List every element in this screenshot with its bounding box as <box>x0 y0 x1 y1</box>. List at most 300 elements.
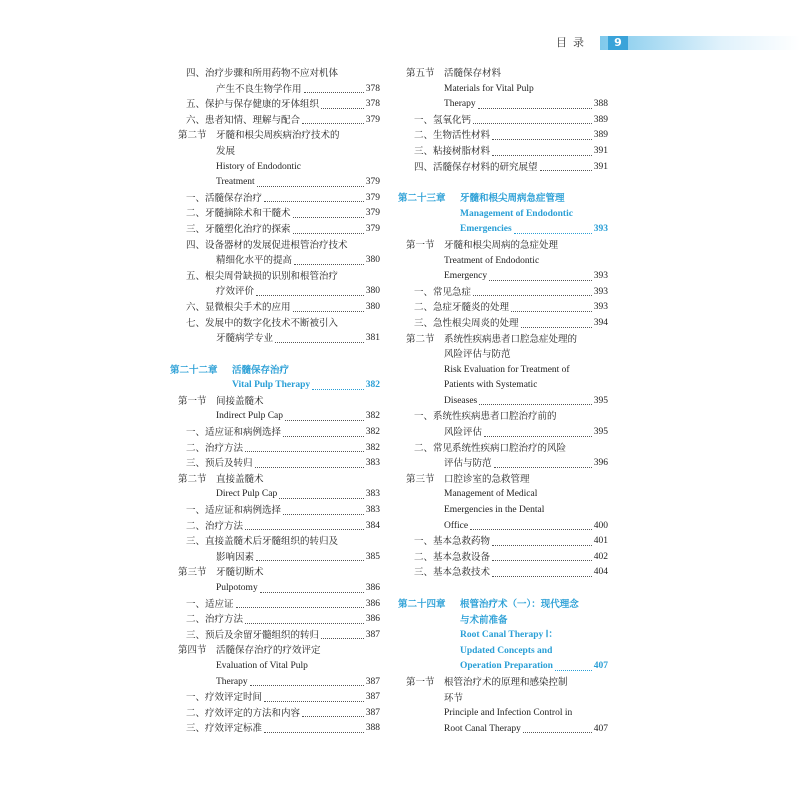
toc-chapter-continuation[interactable] <box>398 659 608 675</box>
toc-subsection-entry[interactable] <box>170 628 380 644</box>
toc-section-continuation[interactable] <box>398 97 608 113</box>
toc-subsection-entry[interactable] <box>398 285 608 301</box>
toc-entry-text: Updated Concepts and <box>460 645 553 656</box>
toc-page-number: 385 <box>365 551 380 562</box>
toc-entry-text: 三、急性根尖周炎的处理 <box>414 317 519 329</box>
toc-section-entry[interactable] <box>170 472 380 488</box>
toc-page-number: 393 <box>593 302 608 313</box>
toc-subsection-continuation[interactable] <box>170 253 380 269</box>
toc-subsection-entry[interactable] <box>170 519 380 535</box>
toc-subsection-entry[interactable] <box>170 66 380 82</box>
toc-entry-text: Treatment <box>216 177 255 188</box>
toc-chapter-continuation[interactable] <box>398 207 608 223</box>
toc-dot-leader <box>492 155 592 156</box>
toc-entry-text: 一、适应证 <box>186 598 234 610</box>
toc-entry-text: Indirect Pulp Cap <box>216 411 284 422</box>
toc-subsection-entry[interactable] <box>170 191 380 207</box>
toc-entry-text: Vital Pulp Therapy <box>232 380 311 391</box>
toc-entry-label <box>414 128 490 144</box>
toc-entry-number: 第二节 <box>178 473 207 485</box>
toc-dot-leader <box>478 108 592 109</box>
toc-page-number: 382 <box>365 380 380 391</box>
toc-entry-label <box>406 268 487 285</box>
toc-entry-label <box>178 144 235 160</box>
toc-chapter-entry[interactable] <box>170 363 380 379</box>
toc-entry-text: History of Endodontic <box>216 161 301 172</box>
toc-chapter-continuation[interactable] <box>398 644 608 660</box>
toc-entry-text: 口腔诊室的急救管理 <box>444 473 530 485</box>
toc-section-entry[interactable] <box>170 128 380 144</box>
toc-section-continuation[interactable] <box>398 691 608 707</box>
toc-entry-label <box>186 191 262 207</box>
toc-dot-leader <box>245 451 364 452</box>
toc-dot-leader <box>257 186 364 187</box>
toc-section-continuation[interactable] <box>398 82 608 98</box>
toc-page-number: 388 <box>365 723 380 734</box>
toc-section-continuation[interactable] <box>398 503 608 519</box>
toc-page-number: 402 <box>593 551 608 562</box>
toc-entry-text: 牙髓切断术 <box>216 567 264 579</box>
toc-section-continuation[interactable] <box>398 254 608 270</box>
toc-entry-text: 二、生物活性材料 <box>414 130 491 142</box>
toc-subsection-entry[interactable] <box>170 534 380 550</box>
toc-entry-label <box>406 362 570 379</box>
toc-entry-text: 三、粘接树脂材料 <box>414 145 491 157</box>
toc-entry-text: 疗效评价 <box>216 286 255 298</box>
toc-dot-leader <box>302 123 364 124</box>
toc-entry-number: 第一节 <box>178 395 207 407</box>
toc-subsection-entry[interactable] <box>170 503 380 519</box>
toc-entry-label <box>406 332 577 348</box>
toc-page-number: 396 <box>593 458 608 469</box>
toc-section-continuation[interactable] <box>398 347 608 363</box>
toc-subsection-entry[interactable] <box>398 565 608 581</box>
toc-entry-text: 环节 <box>444 692 464 704</box>
toc-entry-number: 第一节 <box>406 239 435 251</box>
toc-entry-label <box>460 658 553 675</box>
toc-entry-label <box>170 363 289 379</box>
toc-entry-label <box>414 144 490 160</box>
toc-entry-text: Root Canal Therapy Ⅰ： <box>460 630 558 641</box>
toc-dot-leader <box>260 592 364 593</box>
toc-page-number: 387 <box>365 676 380 687</box>
toc-page-number: 386 <box>365 583 380 593</box>
toc-chapter-entry[interactable] <box>398 597 608 613</box>
toc-chapter-continuation[interactable] <box>398 222 608 238</box>
toc-entry-label <box>178 128 340 144</box>
toc-entry-text: 系统性疾病患者口腔急症处理的 <box>444 333 578 345</box>
toc-entry-label <box>186 612 243 628</box>
toc-page-number: 379 <box>365 208 380 219</box>
toc-entry-label <box>186 425 281 441</box>
toc-entry-label <box>460 613 508 629</box>
toc-page-number: 380 <box>365 301 380 312</box>
toc-entry-text: 一、适应证和病例选择 <box>186 505 282 517</box>
toc-entry-text: Risk Evaluation for Treatment of <box>444 364 570 375</box>
toc-chapter-continuation[interactable] <box>170 378 380 394</box>
toc-entry-label <box>186 222 291 238</box>
toc-entry-label <box>216 253 292 269</box>
toc-dot-leader <box>492 139 592 140</box>
toc-page-number: 386 <box>365 598 380 609</box>
toc-section-continuation[interactable] <box>170 409 380 425</box>
toc-dot-leader <box>473 295 592 296</box>
toc-entry-label <box>406 691 463 707</box>
running-header-title: 目录 <box>556 36 590 49</box>
toc-section-continuation[interactable] <box>398 363 608 379</box>
toc-entry-text: 三、基本急救技术 <box>414 567 491 579</box>
toc-subsection-entry[interactable] <box>170 690 380 706</box>
page-number-badge: 9 <box>608 36 628 50</box>
toc-section-continuation[interactable] <box>170 487 380 503</box>
toc-subsection-continuation[interactable] <box>170 550 380 566</box>
toc-entry-label <box>406 66 501 82</box>
toc-dot-leader <box>245 623 364 624</box>
toc-dot-leader <box>514 233 592 234</box>
toc-dot-leader <box>264 201 364 202</box>
toc-dot-leader <box>236 607 364 608</box>
toc-entry-label <box>406 253 539 270</box>
toc-dot-leader <box>293 311 364 312</box>
toc-entry-text: 一、常见急症 <box>414 286 472 298</box>
toc-subsection-entry[interactable] <box>170 269 380 285</box>
toc-page-number: 383 <box>365 489 380 500</box>
toc-section-continuation[interactable] <box>170 659 380 675</box>
toc-section-continuation[interactable] <box>398 519 608 535</box>
toc-entry-text: 精细化水平的提高 <box>216 255 293 267</box>
toc-entry-text: 三、牙髓塑化治疗的探索 <box>186 223 291 235</box>
toc-entry-label <box>216 550 254 566</box>
toc-page-number: 391 <box>593 145 608 156</box>
toc-subsection-continuation[interactable] <box>398 456 608 472</box>
toc-page-number: 378 <box>365 83 380 94</box>
toc-entry-label <box>216 284 254 300</box>
toc-entry-text: Principle and Infection Control in <box>444 708 573 719</box>
toc-section-entry[interactable] <box>170 643 380 659</box>
toc-page-number: 387 <box>365 707 380 718</box>
toc-entry-label <box>186 300 291 316</box>
toc-subsection-entry[interactable] <box>170 316 380 332</box>
toc-entry-number: 第四节 <box>178 645 207 657</box>
toc-section-continuation[interactable] <box>170 144 380 160</box>
toc-entry-label <box>178 394 264 410</box>
toc-entry-text: Therapy <box>444 99 476 110</box>
toc-entry-number: 第二节 <box>178 130 207 142</box>
toc-dot-leader <box>321 638 364 639</box>
toc-chapter-continuation[interactable] <box>398 613 608 629</box>
toc-dot-leader <box>304 92 364 93</box>
toc-section-continuation[interactable] <box>398 722 608 738</box>
toc-entry-label <box>178 658 308 675</box>
toc-page-number: 407 <box>593 723 608 734</box>
toc-section-entry[interactable] <box>398 332 608 348</box>
toc-dot-leader <box>256 295 364 296</box>
toc-entry-text: Therapy <box>216 676 248 687</box>
toc-entry-text: 活髓保存材料 <box>444 68 502 79</box>
toc-dot-leader <box>492 560 592 561</box>
toc-section-entry[interactable] <box>398 66 608 82</box>
toc-section-continuation[interactable] <box>398 487 608 503</box>
toc-entry-label <box>186 113 300 129</box>
toc-entry-label <box>406 393 477 410</box>
toc-entry-number: 第二节 <box>406 333 435 345</box>
toc-left-column <box>170 66 380 737</box>
toc-entry-label <box>178 174 255 191</box>
toc-entry-label <box>178 486 277 503</box>
toc-section-continuation[interactable] <box>398 269 608 285</box>
toc-entry-number: 第三节 <box>406 473 435 485</box>
toc-entry-label <box>178 472 264 488</box>
toc-subsection-entry[interactable] <box>170 238 380 254</box>
toc-page-number: 380 <box>365 255 380 266</box>
toc-entry-number: 第二十四章 <box>398 599 446 610</box>
toc-entry-number: 第一节 <box>406 676 435 688</box>
toc-entry-label <box>406 81 534 98</box>
toc-section-continuation[interactable] <box>398 706 608 722</box>
toc-entry-text: 直接盖髓术 <box>216 473 264 485</box>
toc-entry-text: 二、牙髓摘除术和干髓术 <box>186 208 291 220</box>
toc-page-number: 389 <box>593 130 608 141</box>
toc-page-number: 394 <box>593 317 608 328</box>
toc-entry-text: 影响因素 <box>216 551 255 563</box>
toc-entry-text: 风险评估 <box>444 427 483 439</box>
toc-dot-leader <box>494 467 592 468</box>
toc-dot-leader <box>470 529 592 530</box>
toc-section-continuation[interactable] <box>398 378 608 394</box>
toc-entry-text: Emergencies <box>460 224 512 235</box>
toc-entry-label <box>178 159 301 176</box>
toc-entry-label <box>414 300 509 316</box>
toc-entry-text: 三、疗效评定标准 <box>186 723 263 735</box>
toc-entry-label <box>178 408 283 425</box>
chapter-spacer <box>398 175 608 191</box>
toc-entry-text: 一、适应证和病例选择 <box>186 427 282 439</box>
toc-entry-text: 三、直接盖髓术后牙髓组织的转归及 <box>186 536 339 548</box>
toc-subsection-entry[interactable] <box>170 300 380 316</box>
toc-subsection-entry[interactable] <box>398 113 608 129</box>
toc-chapter-entry[interactable] <box>398 191 608 207</box>
toc-subsection-entry[interactable] <box>170 206 380 222</box>
toc-entry-text: 与术前准备 <box>460 614 508 626</box>
toc-dot-leader <box>283 436 364 437</box>
toc-entry-label <box>406 472 530 488</box>
toc-entry-text: 根管治疗术（一）：现代理念 <box>460 599 579 610</box>
toc-entry-text: 一、氢氧化钙 <box>414 114 472 126</box>
toc-subsection-entry[interactable] <box>170 222 380 238</box>
toc-subsection-entry[interactable] <box>398 409 608 425</box>
toc-entry-label <box>414 285 471 301</box>
toc-dot-leader <box>489 280 592 281</box>
toc-entry-text: 发展 <box>216 145 236 157</box>
toc-entry-label <box>414 550 490 566</box>
toc-entry-label <box>444 425 482 441</box>
toc-page-number: 388 <box>593 99 608 110</box>
toc-entry-label <box>178 565 264 581</box>
toc-entry-label <box>178 674 248 691</box>
toc-dot-leader <box>555 670 592 671</box>
toc-entry-label <box>414 160 538 176</box>
toc-entry-text: 五、保护与保存健康的牙体组织 <box>186 99 320 111</box>
toc-entry-label <box>398 191 565 207</box>
toc-entry-text: Management of Endodontic <box>460 208 573 219</box>
toc-section-entry[interactable] <box>398 238 608 254</box>
toc-dot-leader <box>294 264 364 265</box>
toc-section-continuation[interactable] <box>170 175 380 191</box>
toc-entry-text: 评估与防范 <box>444 458 492 470</box>
toc-subsection-continuation[interactable] <box>398 425 608 441</box>
toc-page-number: 395 <box>593 427 608 438</box>
chapter-spacer <box>398 581 608 597</box>
toc-page-number: 383 <box>365 505 380 516</box>
toc-chapter-continuation[interactable] <box>398 628 608 644</box>
toc-entry-text: 二、急症牙髓炎的处理 <box>414 302 510 314</box>
toc-entry-label <box>406 377 537 394</box>
toc-entry-label <box>186 534 338 550</box>
toc-subsection-continuation[interactable] <box>170 284 380 300</box>
toc-entry-text: 六、显微根尖手术的应用 <box>186 301 291 313</box>
toc-subsection-entry[interactable] <box>398 300 608 316</box>
toc-entry-text: 牙髓病学专业 <box>216 333 274 345</box>
toc-entry-label <box>414 113 471 129</box>
toc-section-entry[interactable] <box>398 472 608 488</box>
toc-entry-label <box>186 441 243 457</box>
toc-entry-text: Root Canal Therapy <box>444 723 521 734</box>
toc-section-entry[interactable] <box>398 675 608 691</box>
toc-dot-leader <box>492 545 592 546</box>
toc-dot-leader <box>321 108 364 109</box>
toc-section-continuation[interactable] <box>170 160 380 176</box>
toc-entry-text: Patients with Systematic <box>444 380 538 391</box>
toc-subsection-entry[interactable] <box>170 441 380 457</box>
toc-section-entry[interactable] <box>170 565 380 581</box>
toc-entry-text: 间接盖髓术 <box>216 395 264 407</box>
toc-subsection-entry[interactable] <box>170 425 380 441</box>
toc-page-number: 386 <box>365 614 380 625</box>
toc-dot-leader <box>540 170 592 171</box>
toc-entry-label <box>186 97 319 113</box>
toc-subsection-entry[interactable] <box>170 97 380 113</box>
toc-entry-text: 一、疗效评定时间 <box>186 692 263 704</box>
toc-page-number: 379 <box>365 223 380 234</box>
toc-entry-label <box>460 627 558 644</box>
toc-page-number: 400 <box>593 520 608 531</box>
toc-section-entry[interactable] <box>170 394 380 410</box>
toc-entry-label <box>406 502 544 519</box>
toc-entry-text: 二、基本急救设备 <box>414 551 491 563</box>
toc-page-number: 393 <box>593 286 608 297</box>
toc-dot-leader <box>479 404 592 405</box>
toc-section-continuation[interactable] <box>170 675 380 691</box>
toc-entry-label <box>406 347 511 363</box>
toc-entry-text: 产生不良生物学作用 <box>216 83 302 95</box>
toc-entry-number: 第三节 <box>178 567 207 579</box>
toc-entry-label <box>186 503 281 519</box>
toc-entry-label <box>186 628 319 644</box>
toc-entry-label <box>186 66 338 82</box>
toc-entry-text: 一、基本急救药物 <box>414 536 491 548</box>
toc-entry-text: Evaluation of Vital Pulp <box>216 660 308 671</box>
toc-dot-leader <box>521 327 592 328</box>
toc-subsection-entry[interactable] <box>398 128 608 144</box>
toc-subsection-entry[interactable] <box>398 160 608 176</box>
toc-entry-text: 二、常见系统性疾病口腔治疗的风险 <box>414 442 567 454</box>
toc-entry-label <box>460 643 552 660</box>
toc-entry-label <box>186 238 348 254</box>
toc-entry-text: 四、活髓保存材料的研究展望 <box>414 161 538 173</box>
toc-entry-text: 六、患者知情、理解与配合 <box>186 114 301 126</box>
toc-subsection-continuation[interactable] <box>170 82 380 98</box>
toc-subsection-entry[interactable] <box>170 612 380 628</box>
toc-page-number: 393 <box>593 271 608 282</box>
toc-entry-number: 第二十二章 <box>170 364 218 376</box>
toc-subsection-entry[interactable] <box>170 706 380 722</box>
toc-section-continuation[interactable] <box>398 394 608 410</box>
toc-page-number: 407 <box>593 661 608 672</box>
toc-page-number: 387 <box>365 692 380 703</box>
toc-subsection-entry[interactable] <box>170 597 380 613</box>
toc-entry-number: 第二十三章 <box>398 193 446 205</box>
toc-subsection-entry[interactable] <box>398 441 608 457</box>
toc-entry-label <box>398 597 579 613</box>
toc-subsection-entry[interactable] <box>398 316 608 332</box>
toc-entry-label <box>186 597 234 613</box>
toc-subsection-continuation[interactable] <box>170 331 380 347</box>
toc-entry-text: 三、预后及余留牙髓组织的转归 <box>186 629 320 641</box>
toc-dot-leader <box>523 732 592 733</box>
toc-dot-leader <box>511 311 592 312</box>
toc-page-number: 391 <box>593 161 608 172</box>
toc-entry-label <box>406 721 521 738</box>
toc-entry-label <box>406 675 568 691</box>
toc-page-number: 378 <box>365 99 380 110</box>
toc-entry-text: Treatment of Endodontic <box>444 255 540 266</box>
toc-entry-text: 一、活髓保存治疗 <box>186 192 263 204</box>
toc-entry-text: 牙髓和根尖周疾病治疗技术的 <box>216 130 340 142</box>
toc-subsection-entry[interactable] <box>398 534 608 550</box>
toc-entry-label <box>406 705 572 722</box>
toc-entry-text: 四、设备器材的发展促进根管治疗技术 <box>186 239 348 251</box>
toc-entry-label <box>186 690 262 706</box>
toc-entry-text: Emergencies in the Dental <box>444 505 545 516</box>
toc-page-number: 380 <box>365 286 380 297</box>
header-gradient-bar <box>600 36 800 50</box>
toc-subsection-entry[interactable] <box>398 550 608 566</box>
toc-entry-text: 四、治疗步骤和所用药物不应对机体 <box>186 68 339 79</box>
toc-entry-label <box>406 486 537 503</box>
toc-entry-text: 五、根尖周骨缺损的识别和根管治疗 <box>186 270 339 282</box>
toc-subsection-entry[interactable] <box>170 113 380 129</box>
toc-entry-text: 一、系统性疾病患者口腔治疗前的 <box>414 411 557 423</box>
toc-entry-text: 牙髓和根尖周病急症管理 <box>460 193 565 205</box>
toc-entry-text: 七、发展中的数字化技术不断被引入 <box>186 317 339 329</box>
toc-entry-label <box>186 206 291 222</box>
toc-entry-text: 二、治疗方法 <box>186 614 244 626</box>
toc-entry-label <box>186 456 253 472</box>
toc-page-number: 382 <box>365 442 380 453</box>
toc-section-continuation[interactable] <box>170 581 380 597</box>
toc-subsection-entry[interactable] <box>398 144 608 160</box>
toc-dot-leader <box>285 420 364 421</box>
toc-dot-leader <box>484 436 592 437</box>
toc-subsection-entry[interactable] <box>170 721 380 737</box>
toc-entry-number: 第五节 <box>406 68 435 79</box>
toc-entry-text: Pulpotomy <box>216 583 258 593</box>
toc-dot-leader <box>293 217 364 218</box>
toc-subsection-entry[interactable] <box>170 456 380 472</box>
toc-entry-label <box>186 706 300 722</box>
toc-entry-label <box>414 409 557 425</box>
toc-page-number: 387 <box>365 629 380 640</box>
